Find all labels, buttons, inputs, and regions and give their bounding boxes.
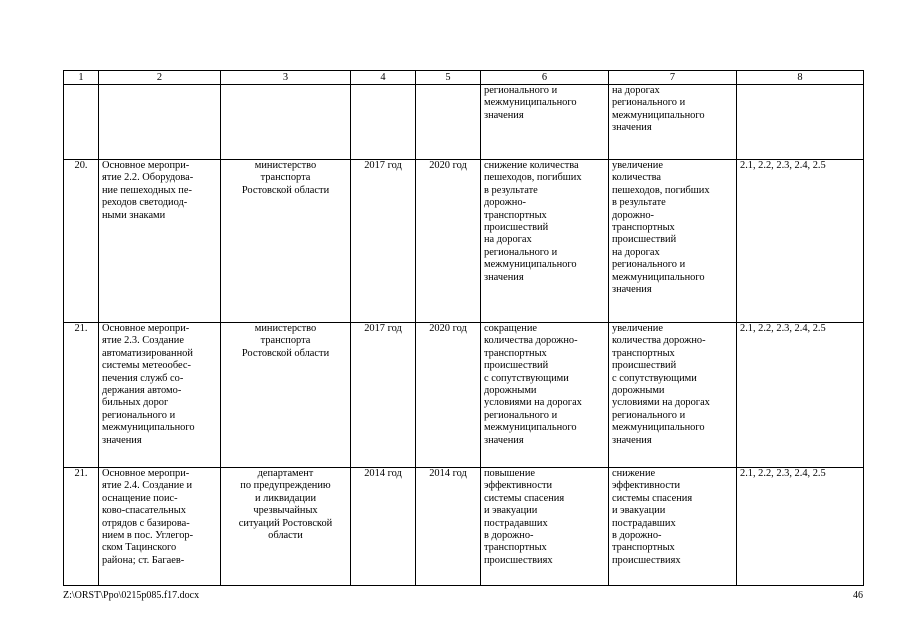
end-year: 2020 год — [416, 323, 481, 468]
indicators — [737, 85, 864, 160]
executor: департамент по предупреждению и ликвидации чрезвычайных ситуаций Ростовской области — [221, 468, 351, 586]
expected-result: регионального и межмуниципального значения — [481, 85, 609, 160]
start-year: 2017 год — [351, 323, 416, 468]
column-number-1: 1 — [64, 71, 99, 85]
failure-consequence: увеличение количества дорожно- транспортных происшествий с сопутствующими дорожными условиями на дорогах регионального и межмуниципального значения — [609, 323, 737, 468]
column-number-3: 3 — [221, 71, 351, 85]
column-number-row — [64, 71, 864, 85]
event-name: Основное меропри- ятие 2.3. Создание автоматизированной системы метеообес- печения служб со- держания автомо- бильных дорог регионального и межмуниципального значения — [99, 323, 221, 468]
column-number-5: 5 — [416, 71, 481, 85]
executor — [221, 85, 351, 160]
row-number: 21. — [64, 323, 99, 468]
page-number: 46 — [853, 590, 863, 601]
end-year: 2014 год — [416, 468, 481, 586]
file-path: Z:\ORST\Ppo\0215p085.f17.docx — [63, 590, 200, 601]
failure-consequence: на дорогах регионального и межмуниципального значения — [609, 85, 737, 160]
row-number — [64, 85, 99, 160]
expected-result: сокращение количества дорожно- транспортных происшествий с сопутствующими дорожными условиями на дорогах регионального и межмуниципального значения — [481, 323, 609, 468]
table-row-continuation — [64, 85, 864, 160]
end-year — [416, 85, 481, 160]
table-row — [64, 160, 864, 323]
row-number: 21. — [64, 468, 99, 586]
column-number-6: 6 — [481, 71, 609, 85]
start-year: 2017 год — [351, 160, 416, 323]
row-number: 20. — [64, 160, 99, 323]
end-year: 2020 год — [416, 160, 481, 323]
indicators: 2.1, 2.2, 2.3, 2.4, 2.5 — [737, 323, 864, 468]
event-name: Основное меропри- ятие 2.2. Оборудова- ние пешеходных пе- реходов светодиод- ными знаками — [99, 160, 221, 323]
indicators: 2.1, 2.2, 2.3, 2.4, 2.5 — [737, 160, 864, 323]
event-name: Основное меропри- ятие 2.4. Создание и оснащение поис- ково-спасательных отрядов с базирова- нием в пос. Углегор- ском Тацинского района; ст. Багаев- — [99, 468, 221, 586]
failure-consequence: снижение эффективности системы спасения и эвакуации пострадавших в дорожно- транспортных происшествиях — [609, 468, 737, 586]
executor: министерство транспорта Ростовской области — [221, 160, 351, 323]
program-table — [63, 70, 864, 586]
column-number-2: 2 — [99, 71, 221, 85]
expected-result: снижение количества пешеходов, погибших в результате дорожно- транспортных происшествий на дорогах регионального и межмуниципального значения — [481, 160, 609, 323]
indicators: 2.1, 2.2, 2.3, 2.4, 2.5 — [737, 468, 864, 586]
table-row — [64, 323, 864, 468]
column-number-8: 8 — [737, 71, 864, 85]
expected-result: повышение эффективности системы спасения и эвакуации пострадавших в дорожно- транспортных происшествиях — [481, 468, 609, 586]
column-number-7: 7 — [609, 71, 737, 85]
start-year — [351, 85, 416, 160]
table-row — [64, 468, 864, 586]
failure-consequence: увеличение количества пешеходов, погибших в результате дорожно- транспортных происшествий на дорогах регионального и межмуниципального значения — [609, 160, 737, 323]
executor: министерство транспорта Ростовской области — [221, 323, 351, 468]
column-number-4: 4 — [351, 71, 416, 85]
start-year: 2014 год — [351, 468, 416, 586]
event-name — [99, 85, 221, 160]
